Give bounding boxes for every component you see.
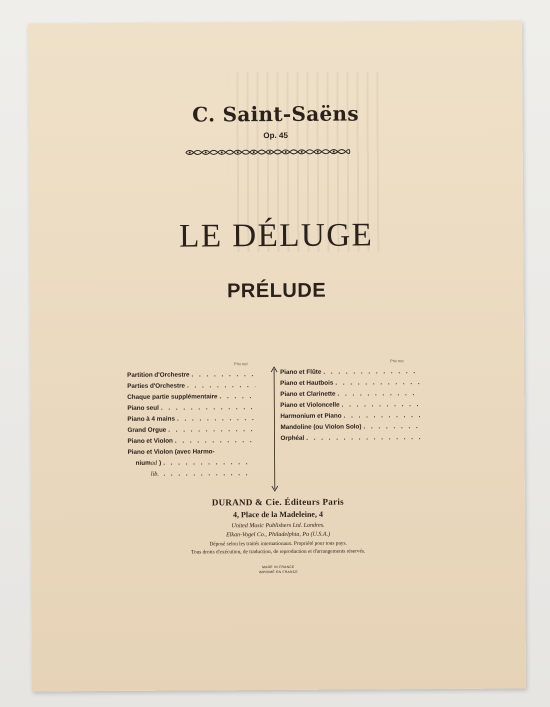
score-cover-sheet: [28, 20, 526, 691]
price-header-right: Prix net: [390, 358, 404, 364]
work-title: LE DÉLUGE: [179, 217, 374, 255]
edition-item: Harmonium et Piano . . .: [280, 410, 420, 422]
edition-item-multiline: Piano et Violon (avec Harmo- nium ad lib. ) . . .: [128, 446, 256, 480]
edition-item: Piano et Violoncelle . . .: [280, 399, 420, 411]
edition-item: Piano et Clarinette . . .: [280, 388, 420, 400]
agent-london: United Music Publishers Ltd. Londres.: [231, 522, 325, 530]
imprime-en-france: IMPRIMÉ EN FRANCE: [258, 569, 298, 575]
edition-item: Piano seul . . .: [127, 402, 255, 414]
edition-item: Piano et Hautbois . . .: [280, 377, 420, 389]
agent-philadelphia: Elkan-Vogel Co., Philadelphia, Pa (U.S.A.): [226, 531, 331, 539]
edition-item: Piano à 4 mains . . .: [127, 413, 255, 425]
price-header-left: Prix net: [234, 361, 248, 367]
composer-name: C. Saint-Saëns: [192, 101, 359, 127]
legal-notice-1: Déposé selon les traités internationaux. Propriété pour tous pays.: [209, 540, 347, 548]
publisher-address: 4, Place de la Madeleine, 4: [232, 509, 323, 520]
edition-item: Chaque partie supplémentaire . . .: [127, 391, 255, 403]
ornamental-border: [184, 147, 352, 158]
edition-item: Mandoline (ou Violon Solo) . . .: [280, 421, 420, 433]
column-divider-arrow: [269, 366, 280, 492]
edition-item: Grand Orgue . . .: [127, 424, 255, 436]
edition-item: Parties d'Orchestre . . .: [127, 380, 255, 392]
edition-item: Piano et Flûte . . .: [280, 366, 420, 378]
edition-item: Piano et Violon . . .: [127, 435, 255, 447]
publisher-name: DURAND & Cie. Éditeurs Paris: [211, 496, 344, 508]
editions-list-left: [127, 369, 256, 480]
editions-list-right: [280, 366, 420, 444]
legal-notice-2: Tous droits d'exécution, de traduction, de reproduction et d'arrangements réservés.: [191, 548, 366, 556]
edition-item: Partition d'Orchestre . . .: [127, 369, 255, 381]
edition-item: Orphéal . . .: [280, 432, 420, 444]
made-in-france: MADE IN FRANCE: [262, 564, 295, 570]
work-subtitle: PRÉLUDE: [226, 279, 327, 303]
opus-number: Op. 45: [263, 130, 288, 141]
